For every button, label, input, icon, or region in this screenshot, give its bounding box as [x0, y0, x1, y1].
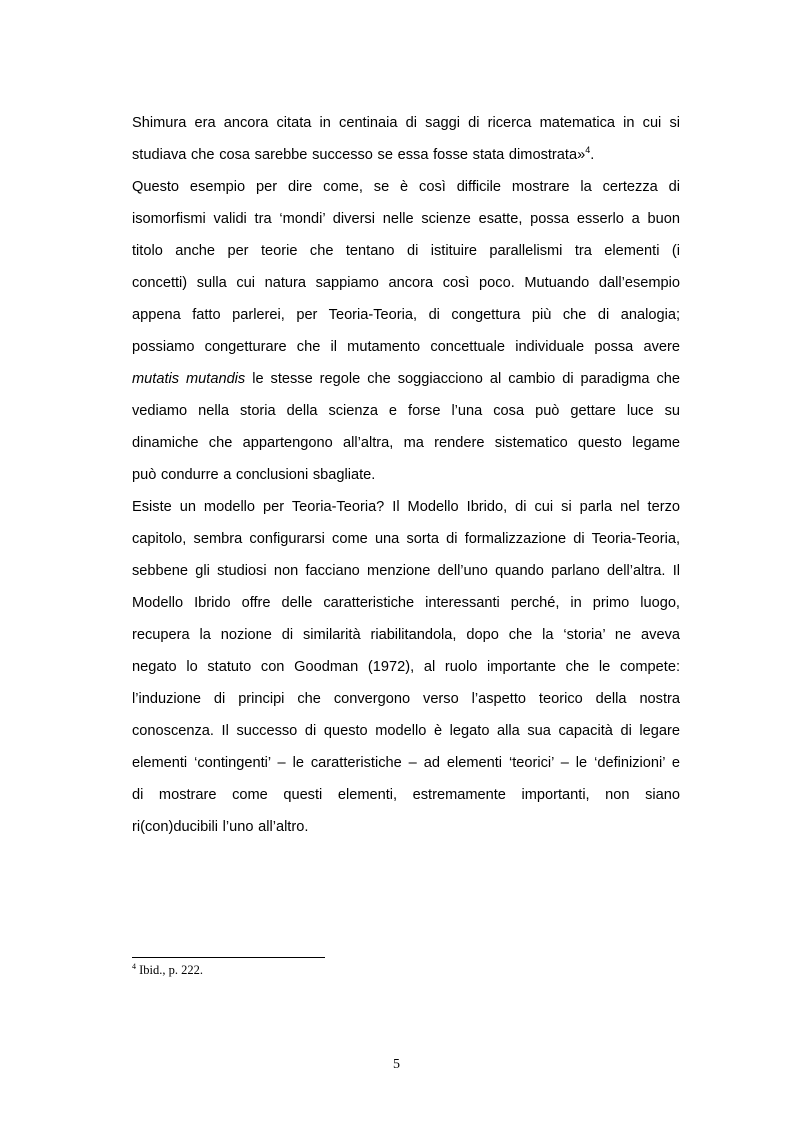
body-line-3: Questo esempio per dire come, se è così difficile mostrare la certezza di — [132, 179, 680, 195]
footnote — [132, 961, 203, 979]
body-line-14: capitolo, sembra configurarsi come una sorta di formalizzazione di Teoria-Teoria, — [132, 531, 680, 547]
footnote-reference: 4 — [585, 145, 591, 156]
body-line-15: sebbene gli studiosi non facciano menzione dell’uno quando parlano dell’altra. Il — [132, 563, 680, 579]
body-line-17: recupera la nozione di similarità riabilitandola, dopo che la ‘storia’ ne aveva — [132, 627, 680, 643]
body-line-20: conoscenza. Il successo di questo modello è legato alla sua capacità di legare — [132, 723, 680, 739]
body-line-1: Shimura era ancora citata in centinaia di saggi di ricerca matematica in cui si — [132, 115, 680, 131]
body-line-18: negato lo statuto con Goodman (1972), al ruolo importante che le compete: — [132, 659, 680, 675]
body-line-2-text: studiava che cosa sarebbe successo se essa fosse stata dimostrata» — [132, 147, 586, 163]
body-line-22: di mostrare come questi elementi, estremamente importanti, non siano — [132, 787, 680, 803]
body-line-13: Esiste un modello per Teoria-Teoria? Il Modello Ibrido, di cui si parla nel terzo — [132, 499, 680, 515]
italic-phrase: mutatis mutandis — [132, 371, 246, 387]
body-line-10: vediamo nella storia della scienza e forse l’una cosa può gettare luce su — [132, 403, 680, 419]
body-line-5: titolo anche per teorie che tentano di istituire parallelismi tra elementi (i — [132, 243, 680, 259]
footnote-mark: 4 — [132, 961, 136, 971]
page-number: 5 — [393, 1057, 400, 1072]
footnote-text: Ibid., p. 222. — [136, 963, 204, 977]
footnote-separator — [132, 957, 325, 958]
body-line-4: isomorfismi validi tra ‘mondi’ diversi nelle scienze esatte, possa esserlo a buon — [132, 211, 680, 227]
body-line-6: concetti) sulla cui natura sappiamo ancora così poco. Mutuando dall’esempio — [132, 275, 680, 291]
body-line-19: l’induzione di principi che convergono verso l’aspetto teorico della nostra — [132, 691, 680, 707]
body-line-2 — [132, 145, 680, 165]
body-line-7: appena fatto parlerei, per Teoria-Teoria, di congettura più che di analogia; — [132, 307, 680, 323]
body-line-11: dinamiche che appartengono all’altra, ma rendere sistematico questo legame — [132, 435, 680, 451]
body-line-8: possiamo congetturare che il mutamento concettuale individuale possa avere — [132, 339, 680, 355]
body-line-21: elementi ‘contingenti’ – le caratteristiche – ad elementi ‘teorici’ – le ‘definizioni’ e — [132, 755, 680, 771]
body-line-16: Modello Ibrido offre delle caratteristiche interessanti perché, in primo luogo, — [132, 595, 680, 611]
body-line-9 — [132, 369, 680, 389]
body-line-12: può condurre a conclusioni sbagliate. — [132, 467, 376, 483]
body-line-23: ri(con)ducibili l’uno all’altro. — [132, 819, 309, 835]
body-line-9-text: le stesse regole che soggiacciono al cambio di paradigma che — [245, 371, 680, 387]
body-line-2-end: . — [590, 147, 595, 163]
